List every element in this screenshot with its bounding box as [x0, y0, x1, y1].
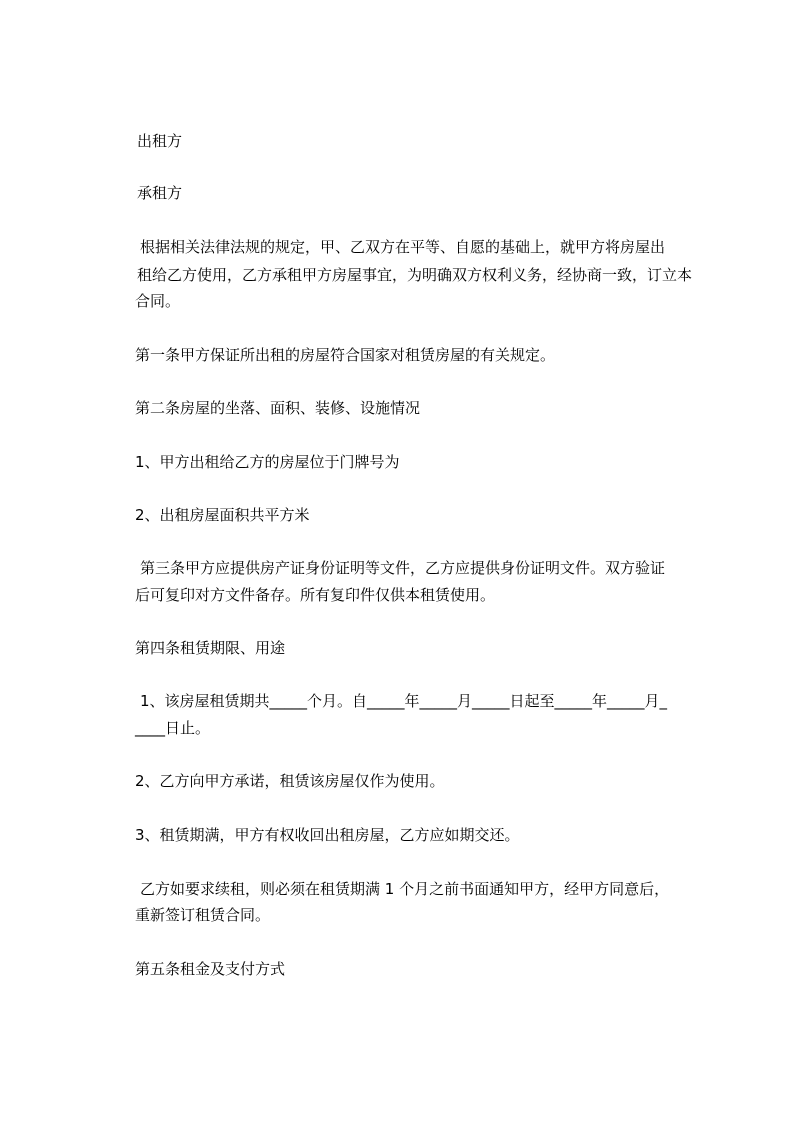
article-4-heading: 第四条租赁期限、用途	[135, 639, 286, 657]
preamble-line-1: 根据相关法律法规的规定，甲、乙双方在平等、自愿的基础上，就甲方将房屋出	[140, 238, 666, 256]
article-3-line-1: 第三条甲方应提供房产证身份证明等文件，乙方应提供身份证明文件。双方验证	[140, 559, 666, 577]
lessor-label: 出租方	[137, 132, 183, 150]
article-2-item-1: 1、甲方出租给乙方的房屋位于门牌号为	[135, 453, 400, 471]
article-1: 第一条甲方保证所出租的房屋符合国家对租赁房屋的有关规定。	[135, 346, 556, 364]
preamble-line-2: 租给乙方使用，乙方承租甲方房屋事宜，为明确双方权利义务，经协商一致，订立本	[137, 266, 693, 284]
article-4-item-2: 2、乙方向甲方承诺，租赁该房屋仅作为使用。	[135, 772, 445, 790]
article-3-line-2: 后可复印对方文件备存。所有复印件仅供本租赁使用。	[135, 586, 496, 604]
article-5-heading: 第五条租金及支付方式	[135, 960, 286, 978]
article-4-item-1-line-1: 1、该房屋租赁期共_____个月。自_____年_____月_____日起至_____年_____月_	[140, 692, 668, 710]
lessee-label: 承租方	[137, 184, 183, 202]
preamble-line-3: 合同。	[135, 292, 181, 310]
article-4-item-1-line-2: ____日止。	[135, 719, 211, 737]
article-2-heading: 第二条房屋的坐落、面积、装修、设施情况	[135, 399, 421, 417]
article-4-item-3: 3、租赁期满，甲方有权收回出租房屋，乙方应如期交还。	[135, 826, 520, 844]
renewal-line-2: 重新签订租赁合同。	[135, 906, 271, 924]
renewal-line-1: 乙方如要求续租，则必须在租赁期满 1 个月之前书面通知甲方，经甲方同意后，	[140, 880, 670, 898]
article-2-item-2: 2、出租房屋面积共平方米	[135, 506, 310, 524]
